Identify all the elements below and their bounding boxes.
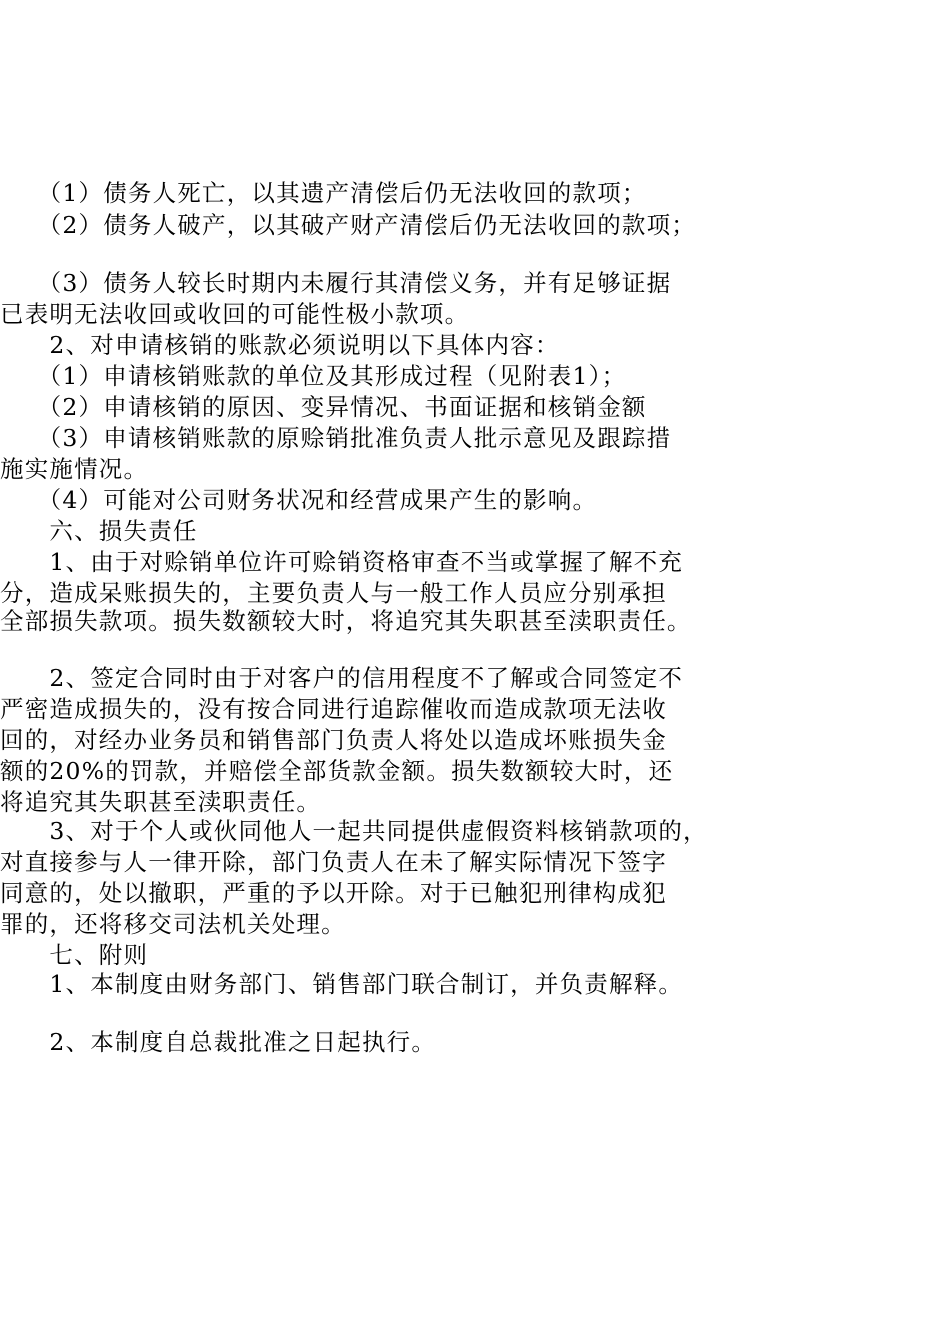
- text-line: 施实施情况。: [0, 455, 149, 483]
- text-line: 2、签定合同时由于对客户的信用程度不了解或合同签定不: [0, 664, 684, 692]
- text-line: 对直接参与人一律开除，部门负责人在未了解实际情况下签字: [0, 848, 667, 876]
- text-line: （2）申请核销的原因、变异情况、书面证据和核销金额: [0, 393, 647, 421]
- text-line: 已表明无法收回或收回的可能性极小款项。: [0, 300, 470, 328]
- text-line: 全部损失款项。损失数额较大时，将追究其失职甚至渎职责任。: [0, 607, 692, 635]
- section-heading: 七、附则: [0, 941, 149, 969]
- text-line: 额的20%的罚款，并赔偿全部货款金额。损失数额较大时，还: [0, 757, 674, 785]
- section-heading: 六、损失责任: [0, 517, 198, 545]
- text-line: 1、由于对赊销单位许可赊销资格审查不当或掌握了解不充: [0, 548, 684, 576]
- text-line: 3、对于个人或伙同他人一起共同提供虚假资料核销款项的，: [0, 817, 708, 845]
- text-line: 严密造成损失的，没有按合同进行追踪催收而造成款项无法收: [0, 695, 667, 723]
- text-line: 罪的，还将移交司法机关处理。: [0, 910, 346, 938]
- text-line: （3）申请核销账款的原赊销批准负责人批示意见及跟踪措: [0, 424, 672, 452]
- text-line: （3）债务人较长时期内未履行其清偿义务，并有足够证据: [0, 269, 672, 297]
- text-line: 2、对申请核销的账款必须说明以下具体内容：: [0, 331, 560, 359]
- text-line: （4）可能对公司财务状况和经营成果产生的影响。: [0, 486, 598, 514]
- text-line: 同意的，处以撤职，严重的予以开除。对于已触犯刑律构成犯: [0, 879, 667, 907]
- text-line: （1）申请核销账款的单位及其形成过程（见附表1）；: [0, 362, 627, 390]
- text-line: 2、本制度自总裁批准之日起执行。: [0, 1028, 437, 1056]
- text-line: 将追究其失职甚至渎职责任。: [0, 788, 322, 816]
- text-line: （2）债务人破产，以其破产财产清偿后仍无法收回的款项；: [0, 211, 697, 239]
- text-line: 1、本制度由财务部门、销售部门联合制订，并负责解释。: [0, 970, 684, 998]
- text-line: 回的，对经办业务员和销售部门负责人将处以造成坏账损失金: [0, 726, 667, 754]
- text-line: （1）债务人死亡，以其遗产清偿后仍无法收回的款项；: [0, 179, 647, 207]
- text-line: 分，造成呆账损失的，主要负责人与一般工作人员应分别承担: [0, 579, 667, 607]
